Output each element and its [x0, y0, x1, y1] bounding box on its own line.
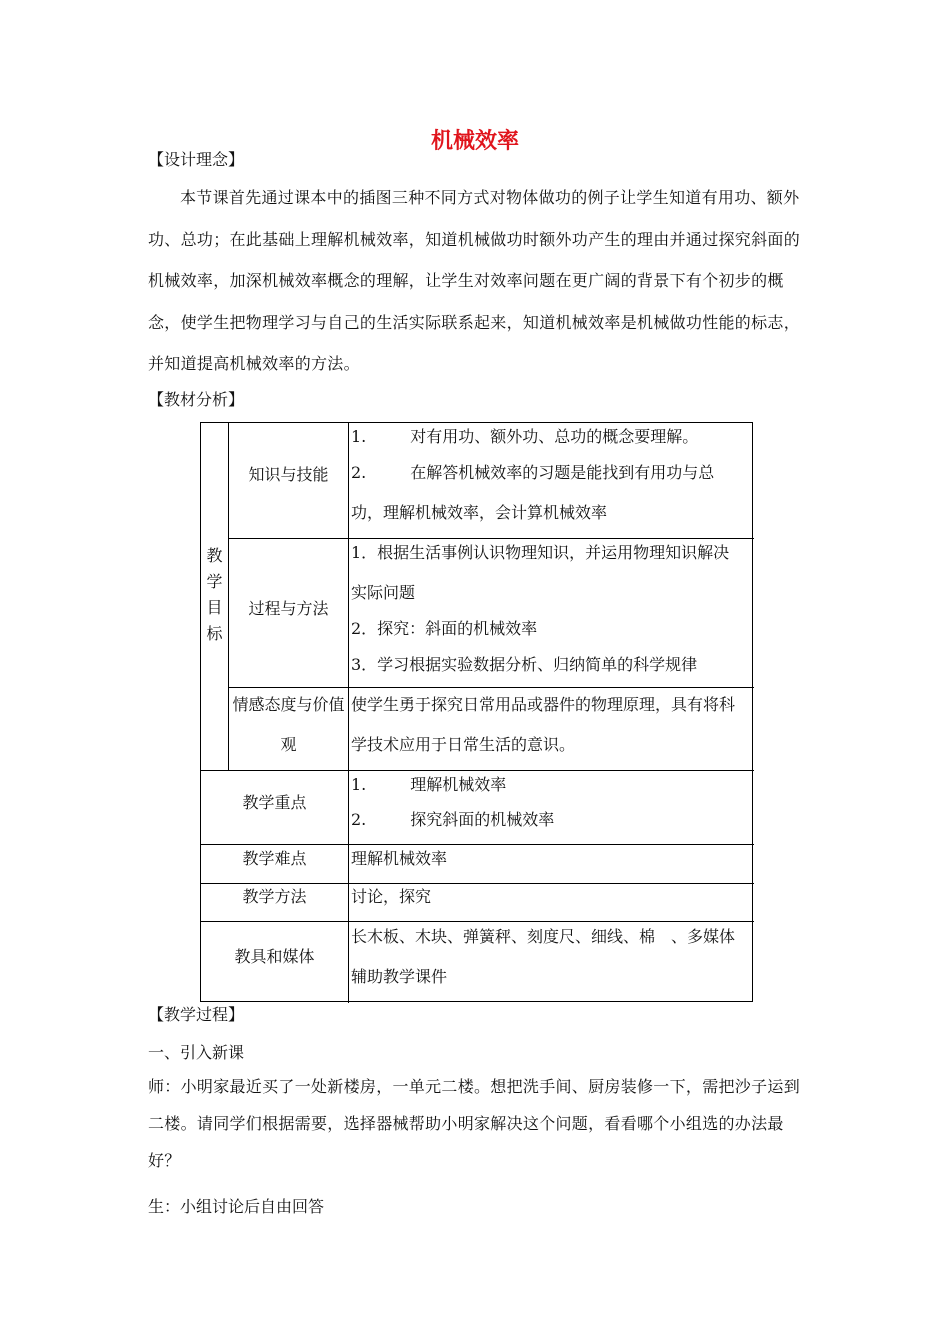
knowledge-item-1: 1. 对有用功、额外功、总功的概念要理解。: [351, 427, 699, 446]
section-analysis-heading: 【教材分析】: [148, 390, 245, 409]
method-line-2: 实际问题: [351, 583, 416, 602]
attitude-label: 情感态度与价值: [232, 695, 345, 714]
difficulty-value: 理解机械效率: [351, 849, 448, 868]
attitude-line-2: 学技术应用于日常生活的意识。: [351, 735, 576, 754]
attitude-line-1: 使学生勇于探究日常用品或器件的物理原理，具有将科: [351, 695, 736, 714]
goal-label: 教 学 目 标: [206, 546, 223, 643]
student-text: 生：小组讨论后自由回答: [148, 1197, 325, 1216]
focus-label: 教学重点: [242, 793, 307, 812]
knowledge-label: 知识与技能: [248, 465, 329, 484]
teaching-method-value: 讨论，探究: [351, 887, 432, 906]
tools-line-1: 长木板、木块、弹簧秤、刻度尺、细线、棉 、多媒体: [351, 927, 736, 946]
teacher-text: 师：小明家最近买了一处新楼房，一单元二楼。想把洗手间、厨房装修一下，需把沙子运到二楼。请同学们根据需要，选择器械帮助小明家解决这个问题，看看哪个小组选的办法最好？: [148, 1077, 801, 1170]
method-line-3: 2．探究：斜面的机械效率: [351, 619, 538, 638]
method-line-1: 1．根据生活事例认识物理知识，并运用物理知识解决: [351, 543, 730, 562]
focus-item-2: 2. 探究斜面的机械效率: [351, 810, 555, 829]
teaching-method-label: 教学方法: [242, 887, 307, 906]
knowledge-item-2-cont: 功，理解机械效率，会计算机械效率: [351, 503, 608, 522]
tools-line-2: 辅助教学课件: [351, 967, 448, 986]
attitude-label-cont: 观: [280, 735, 297, 754]
method-line-4: 3．学习根据实验数据分析、归纳简单的科学规律: [351, 655, 698, 674]
section-process-heading: 【教学过程】: [148, 1005, 245, 1024]
intro-heading: 一、引入新课: [148, 1043, 245, 1062]
difficulty-label: 教学难点: [242, 849, 307, 868]
focus-item-1: 1. 理解机械效率: [351, 775, 507, 794]
analysis-table: [200, 422, 753, 1002]
design-paragraph: 本节课首先通过课本中的插图三种不同方式对物体做功的例子让学生知道有用功、额外功、总功；在此基础上理解机械效率，知道机械做功时额外功产生的理由并通过探究斜面的机械效率，加深机械效率概念的理解，让学生对效率问题在更广阔的背景下有个初步的概念，使学生把物理学习与自己的生活实际联系起来，知道机械效率是机械做功性能的标志，并知道提高机械效率的方法。: [148, 188, 801, 373]
section-design-heading: 【设计理念】: [148, 150, 245, 169]
method-label: 过程与方法: [248, 599, 329, 618]
page-title: 机械效率: [430, 129, 519, 154]
tools-label: 教具和媒体: [234, 947, 315, 966]
knowledge-item-2: 2. 在解答机械效率的习题是能找到有用功与总: [351, 463, 715, 482]
